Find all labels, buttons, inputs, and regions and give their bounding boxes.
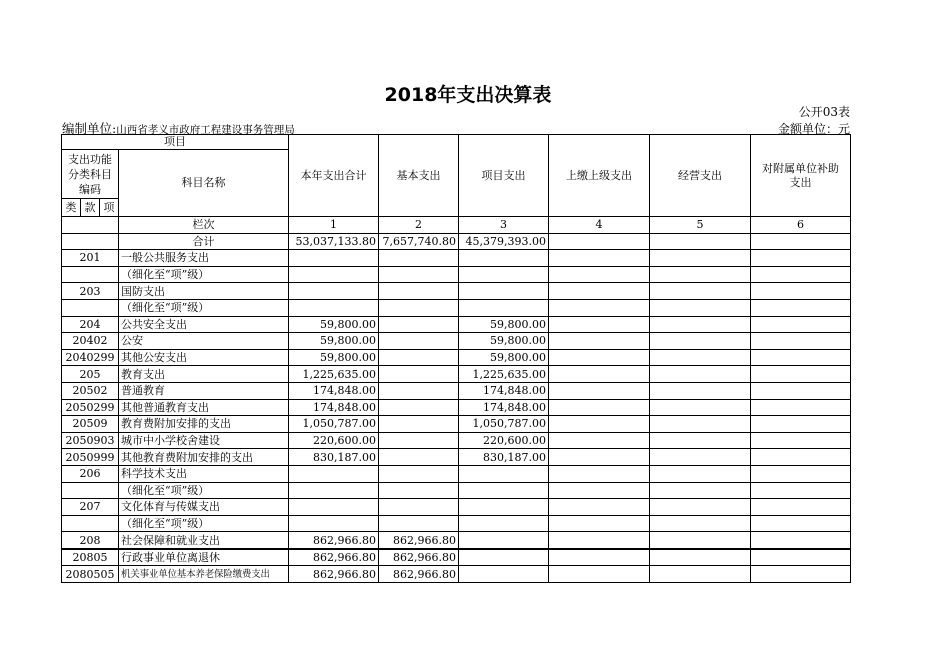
row-subsidy [751,566,851,583]
row-code: 201 [62,250,119,267]
row-operation [650,333,751,350]
row-subject-name: 公安 [119,333,289,350]
row-subsidy [751,399,851,416]
table-row [62,465,851,482]
row-basic: 862,966.80 [379,566,459,583]
row-operation [650,250,751,267]
row-project: 220,600.00 [459,432,549,449]
row-code: 20402 [62,333,119,350]
table-number: 公开03表 [798,105,850,119]
row-subject-name: 机关事业单位基本养老保险缴费支出 [119,566,289,583]
row-total: 59,800.00 [289,333,379,350]
row-code [62,515,119,532]
table-row [62,399,851,416]
row-code: 204 [62,316,119,333]
row-operation [650,432,751,449]
row-project: 174,848.00 [459,382,549,399]
header-col-project: 项目支出 [459,135,549,217]
row-code: 20805 [62,549,119,566]
header-subject-name: 科目名称 [119,150,289,217]
row-basic [379,266,459,283]
row-basic [379,449,459,466]
header-item: 项 [100,199,119,217]
total-basic: 7,657,740.80 [379,233,459,250]
row-subject-name: 教育费附加安排的支出 [119,416,289,433]
row-project [459,482,549,499]
row-code [62,482,119,499]
row-operation [650,399,751,416]
row-code: 2050999 [62,449,119,466]
table-row [62,299,851,316]
row-basic [379,349,459,366]
total-project: 45,379,393.00 [459,233,549,250]
header-class: 类 [62,199,81,217]
table-row [62,482,851,499]
row-operation [650,382,751,399]
table-row [62,449,851,466]
row-subsidy [751,532,851,549]
row-basic [379,250,459,267]
row-upper [549,382,650,399]
row-upper [549,316,650,333]
row-code [62,299,119,316]
row-subsidy [751,349,851,366]
header-col-basic: 基本支出 [379,135,459,217]
row-total [289,266,379,283]
header-project: 项目 [62,135,289,150]
table-row [62,515,851,532]
table-row [62,566,851,583]
row-code: 20509 [62,416,119,433]
row-upper [549,333,650,350]
row-code [62,266,119,283]
row-upper [549,549,650,566]
row-subsidy [751,250,851,267]
row-upper [549,515,650,532]
row-total: 862,966.80 [289,532,379,549]
row-total [289,283,379,300]
row-project [459,250,549,267]
col-num: 6 [751,217,851,234]
row-basic [379,399,459,416]
row-subject-name: 文化体育与传媒支出 [119,499,289,516]
table-row [62,366,851,383]
row-upper [549,250,650,267]
col-num: 4 [549,217,650,234]
row-operation [650,299,751,316]
row-total [289,499,379,516]
row-total [289,482,379,499]
col-num: 1 [289,217,379,234]
row-subject-name: 普通教育 [119,382,289,399]
row-project: 1,225,635.00 [459,366,549,383]
row-project [459,532,549,549]
row-total: 174,848.00 [289,399,379,416]
row-basic [379,299,459,316]
row-code: 20502 [62,382,119,399]
row-basic: 862,966.80 [379,532,459,549]
row-operation [650,316,751,333]
row-upper [549,566,650,583]
table-row [62,250,851,267]
header-col-total: 本年支出合计 [289,135,379,217]
row-total: 1,225,635.00 [289,366,379,383]
row-basic [379,465,459,482]
row-upper [549,399,650,416]
row-operation [650,283,751,300]
row-upper [549,416,650,433]
row-basic [379,499,459,516]
compiling-unit-value: 山西省孝义市政府工程建设事务管理局 [116,124,295,136]
row-total: 59,800.00 [289,349,379,366]
row-project: 830,187.00 [459,449,549,466]
row-basic: 862,966.80 [379,549,459,566]
row-project [459,283,549,300]
row-code: 206 [62,465,119,482]
row-basic [379,482,459,499]
row-project: 59,800.00 [459,333,549,350]
page-title: 2018年支出决算表 [384,84,552,106]
row-project [459,549,549,566]
row-upper [549,532,650,549]
row-subsidy [751,515,851,532]
row-subsidy [751,449,851,466]
row-project [459,299,549,316]
row-subject-name: 其他公安支出 [119,349,289,366]
row-project: 1,050,787.00 [459,416,549,433]
row-subsidy [751,432,851,449]
row-subsidy [751,333,851,350]
table-row [62,382,851,399]
row-code: 208 [62,532,119,549]
table-row [62,316,851,333]
row-project [459,266,549,283]
table-row [62,416,851,433]
header-col-upper: 上缴上级支出 [549,135,650,217]
row-code: 2050299 [62,399,119,416]
compiling-unit-label: 编制单位: [62,121,117,136]
row-operation [650,449,751,466]
row-operation [650,532,751,549]
row-subsidy [751,382,851,399]
row-upper [549,349,650,366]
row-basic [379,283,459,300]
header-col-operation: 经营支出 [650,135,751,217]
row-operation [650,349,751,366]
row-total [289,465,379,482]
expenditure-table [61,134,851,583]
row-code: 2050903 [62,432,119,449]
row-subsidy [751,299,851,316]
table-row [62,266,851,283]
row-subject-name: （细化至“项”级） [119,266,289,283]
row-upper [549,299,650,316]
row-total [289,299,379,316]
row-upper [549,449,650,466]
row-total: 220,600.00 [289,432,379,449]
row-basic [379,366,459,383]
row-operation [650,549,751,566]
table-row [62,283,851,300]
row-subsidy [751,316,851,333]
row-operation [650,499,751,516]
row-total: 862,966.80 [289,549,379,566]
total-sum: 53,037,133.80 [289,233,379,250]
row-code: 2040299 [62,349,119,366]
row-subject-name: 国防支出 [119,283,289,300]
header-col-subsidy: 对附属单位补助支出 [751,135,851,217]
row-subject-name: 公共安全支出 [119,316,289,333]
amount-unit: 金额单位：元 [777,122,850,136]
row-subject-name: 城市中小学校舍建设 [119,432,289,449]
header-code: 支出功能分类科目编码 [62,150,119,199]
row-basic [379,515,459,532]
col-num: 3 [459,217,549,234]
row-basic [379,432,459,449]
row-project [459,465,549,482]
row-subsidy [751,283,851,300]
row-subsidy [751,266,851,283]
row-operation [650,482,751,499]
table-row [62,549,851,566]
row-total [289,250,379,267]
row-project [459,499,549,516]
total-row [62,233,851,250]
col-num: 5 [650,217,751,234]
row-subject-name: 一般公共服务支出 [119,250,289,267]
row-upper [549,499,650,516]
row-total [289,515,379,532]
row-total: 174,848.00 [289,382,379,399]
row-subject-name: 行政事业单位离退休 [119,549,289,566]
row-project: 59,800.00 [459,316,549,333]
row-upper [549,432,650,449]
row-subsidy [751,549,851,566]
row-subject-name: 教育支出 [119,366,289,383]
row-subsidy [751,482,851,499]
row-operation [650,515,751,532]
row-code: 205 [62,366,119,383]
row-subsidy [751,499,851,516]
row-total: 830,187.00 [289,449,379,466]
row-operation [650,465,751,482]
row-code: 203 [62,283,119,300]
row-subject-name: （细化至“项”级） [119,515,289,532]
row-basic [379,316,459,333]
row-project: 174,848.00 [459,399,549,416]
row-basic [379,333,459,350]
row-subject-name: 其他教育费附加安排的支出 [119,449,289,466]
row-operation [650,366,751,383]
row-operation [650,266,751,283]
row-basic [379,382,459,399]
row-subject-name: （细化至“项”级） [119,482,289,499]
table-row [62,432,851,449]
table-row [62,532,851,549]
col-num: 2 [379,217,459,234]
row-total: 862,966.80 [289,566,379,583]
row-total: 59,800.00 [289,316,379,333]
row-subject-name: 其他普通教育支出 [119,399,289,416]
row-project: 59,800.00 [459,349,549,366]
row-subject-name: （细化至“项”级） [119,299,289,316]
table-row [62,349,851,366]
row-project [459,566,549,583]
table-body [62,135,851,583]
row-upper [549,283,650,300]
header-section: 款 [81,199,100,217]
row-code: 2080505 [62,566,119,583]
row-upper [549,465,650,482]
row-project [459,515,549,532]
total-label: 合计 [119,233,289,250]
row-upper [549,266,650,283]
row-upper [549,482,650,499]
table-row [62,499,851,516]
row-subsidy [751,366,851,383]
table-row [62,333,851,350]
row-subject-name: 社会保障和就业支出 [119,532,289,549]
row-code: 207 [62,499,119,516]
row-subject-name: 科学技术支出 [119,465,289,482]
row-subsidy [751,465,851,482]
row-subsidy [751,416,851,433]
row-upper [549,366,650,383]
row-total: 1,050,787.00 [289,416,379,433]
header-column-row: 栏次 [119,217,289,234]
row-operation [650,566,751,583]
row-operation [650,416,751,433]
row-basic [379,416,459,433]
